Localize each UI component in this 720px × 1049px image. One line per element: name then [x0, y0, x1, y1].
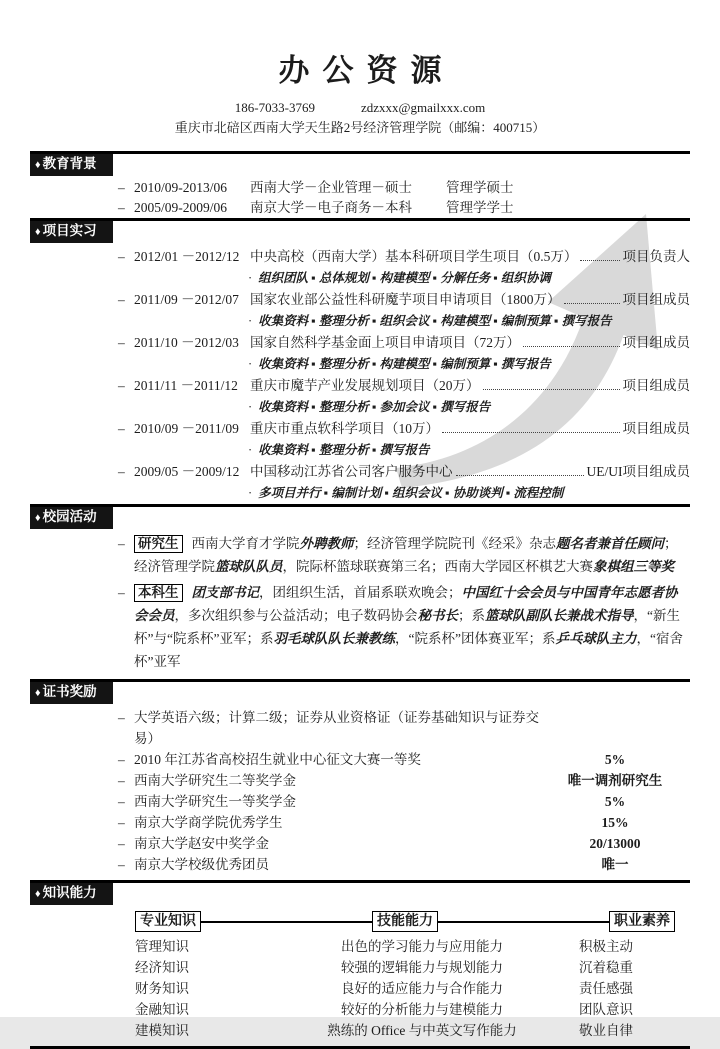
email-address: zdzxxx@gmailxxx.com: [360, 100, 486, 115]
knowledge-header-professionalism: 职业素养: [609, 911, 675, 932]
project-period: 2011/09 －2012/07: [134, 292, 239, 307]
page-title: 办公资源: [278, 53, 455, 88]
knowledge-row: [135, 957, 675, 978]
campus-text-segment: ，“新生杯”与“院系杯”亚军；系: [134, 608, 680, 646]
knowledge-cell-professional: 财务知识: [135, 981, 189, 996]
task-bullet-icon: ·: [248, 314, 253, 328]
knowledge-cell-skill: 较强的逻辑能力与规划能力: [341, 960, 503, 975]
knowledge-cell-quality: 敬业自律: [579, 1023, 633, 1038]
education-row: [30, 198, 690, 218]
mail-address: 重庆市北碚区西南大学天生路2号经济管理学院（邮编：400715）: [174, 120, 546, 135]
award-row: [30, 812, 690, 833]
section-knowledge-title: ♦ 知识能力: [30, 883, 113, 905]
award-name: 西南大学研究生二等奖学金: [134, 773, 296, 788]
project-tasks: · 收集资料 ▪ 整理分析 ▪ 撰写报告: [248, 443, 430, 457]
knowledge-cell-skill: 熟练的 Office 与中英文写作能力: [327, 1023, 517, 1038]
section-education-header: [30, 151, 690, 176]
drop-icon: ♦: [35, 512, 41, 524]
drop-icon: ♦: [35, 226, 41, 238]
task-bullet-icon: ·: [248, 486, 253, 500]
project-item: [30, 289, 690, 332]
bullet-dash: –: [118, 585, 125, 600]
knowledge-header-skills: 技能能力: [372, 911, 438, 932]
award-row: [30, 707, 690, 749]
bullet-dash: –: [118, 710, 125, 725]
knowledge-rows: [135, 936, 675, 1041]
bullet-dash: –: [118, 794, 125, 809]
award-value: 唯一: [601, 857, 629, 872]
section-knowledge-header: [30, 880, 690, 905]
knowledge-cell-skill: 良好的适应能力与合作能力: [341, 981, 503, 996]
award-row: [30, 791, 690, 812]
project-tasks: · 收集资料 ▪ 整理分析 ▪ 组织会议 ▪ 构建模型 ▪ 编制预算 ▪ 撰写报告: [248, 314, 612, 328]
project-tasks: · 多项目并行 ▪ 编制计划 ▪ 组织会议 ▪ 协助谈判 ▪ 流程控制: [248, 486, 564, 500]
project-period: 2011/10 －2012/03: [134, 335, 239, 350]
project-item: [30, 246, 690, 289]
campus-text-segment: 中国红十会会员与中国青年志愿者协会会员: [134, 585, 678, 623]
header-connector-line: [201, 921, 372, 923]
campus-body: [134, 532, 690, 578]
project-tasks: · 组织团队 ▪ 总体规划 ▪ 构建模型 ▪ 分解任务 ▪ 组织协调: [248, 271, 551, 285]
drop-icon: ♦: [35, 159, 41, 171]
drop-icon: ♦: [35, 687, 41, 699]
knowledge-cell-quality: 沉着稳重: [579, 960, 633, 975]
project-period: 2010/09 －2011/09: [134, 421, 239, 436]
project-title: 重庆市魔芋产业发展规划项目（20万）: [250, 378, 480, 393]
project-period: 2011/11 －2011/12: [134, 378, 238, 393]
knowledge-cell-professional: 建模知识: [135, 1023, 189, 1038]
knowledge-table: [135, 911, 675, 1041]
project-role: 项目负责人: [622, 249, 690, 264]
task-bullet-icon: ·: [248, 443, 253, 457]
bullet-dash: –: [118, 292, 125, 307]
dotted-leader: [561, 289, 623, 310]
section-awards-header: [30, 679, 690, 704]
project-tasks: · 收集资料 ▪ 整理分析 ▪ 参加会议 ▪ 撰写报告: [248, 400, 491, 414]
knowledge-cell-quality: 积极主动: [579, 939, 633, 954]
dotted-leader: [577, 246, 622, 267]
campus-text-segment: 西南大学育才学院: [191, 536, 300, 551]
education-row: [30, 178, 690, 198]
campus-text-segment: 篮球队副队长兼战术指导: [485, 608, 634, 623]
dotted-leader: [439, 418, 623, 439]
project-role: 项目组成员: [622, 335, 690, 350]
campus-text-segment: ，“宿舍杯”亚军: [134, 631, 683, 669]
section-projects-title: ♦ 项目实习: [30, 221, 113, 243]
campus-text-segment: ，多次组织参与公益活动；电子数码协会: [174, 608, 418, 623]
project-tasks: · 收集资料 ▪ 整理分析 ▪ 构建模型 ▪ 编制预算 ▪ 撰写报告: [248, 357, 551, 371]
task-bullet-icon: ·: [248, 357, 253, 371]
project-role: UE/UI项目组成员: [586, 464, 690, 479]
campus-text-segment: 羽毛球队队长兼教练: [273, 631, 395, 646]
campus-role-badge: 本科生: [134, 584, 183, 602]
campus-text-segment: ，团组织生活，首届系联欢晚会；: [259, 585, 462, 600]
task-bullet-icon: ·: [248, 271, 253, 285]
campus-text-segment: ；系: [458, 608, 485, 623]
bullet-dash: –: [118, 857, 125, 872]
bullet-dash: –: [118, 815, 125, 830]
bullet-dash: –: [118, 752, 125, 767]
project-role: 项目组成员: [622, 292, 690, 307]
header-connector-line: [438, 921, 609, 923]
project-item: [30, 461, 690, 504]
campus-text-segment: ；经济管理学院院刊《经采》杂志: [353, 536, 556, 551]
campus-text-segment: 外聘教师: [299, 536, 354, 551]
award-row: [30, 749, 690, 770]
award-row: [30, 770, 690, 791]
knowledge-cell-skill: 出色的学习能力与应用能力: [341, 939, 503, 954]
campus-list: [30, 532, 690, 679]
project-title: 重庆市重点软科学项目（10万）: [250, 421, 439, 436]
award-name: 南京大学赵安中奖学金: [134, 836, 269, 851]
knowledge-cell-professional: 管理知识: [135, 939, 189, 954]
knowledge-cell-professional: 金融知识: [135, 1002, 189, 1017]
projects-list: [30, 246, 690, 504]
section-campus-header: [30, 504, 690, 529]
award-row: [30, 833, 690, 854]
campus-text-segment: 秘书长: [417, 608, 458, 623]
knowledge-row: [135, 999, 675, 1020]
bullet-dash: –: [118, 836, 125, 851]
project-title: 中国移动江苏省公司客户服务中心: [250, 464, 453, 479]
campus-text-segment: 象棋组三等奖: [593, 559, 674, 574]
award-name: 南京大学校级优秀团员: [134, 857, 269, 872]
project-role: 项目组成员: [622, 421, 690, 436]
task-bullet-icon: ·: [248, 400, 253, 414]
bullet-dash: –: [118, 378, 125, 393]
project-title: 国家农业部公益性科研魔芋项目申请项目（1800万）: [250, 292, 561, 307]
campus-text-segment: 题名者兼首任顾问: [556, 536, 664, 551]
education-period: 2005/09-2009/06: [134, 200, 227, 215]
project-title: 中央高校（西南大学）基本科研项目学生项目（0.5万）: [250, 249, 578, 264]
awards-list: [30, 707, 690, 880]
bullet-dash: –: [118, 180, 125, 195]
knowledge-table-header: [135, 911, 675, 932]
phone-number: 186-7033-3769: [234, 100, 315, 115]
project-title: 国家自然科学基金面上项目申请项目（72万）: [250, 335, 520, 350]
campus-item: [30, 532, 690, 578]
project-period: 2009/05 －2009/12: [134, 464, 240, 479]
campus-text-segment: 团支部书记: [191, 585, 259, 600]
award-value: 20/13000: [589, 836, 641, 851]
knowledge-row: [135, 1020, 675, 1041]
education-period: 2010/09-2013/06: [134, 180, 227, 195]
project-item: [30, 375, 690, 418]
campus-text-segment: 篮球队队员: [215, 559, 283, 574]
award-value: 5%: [604, 752, 626, 767]
campus-role-badge: 研究生: [134, 535, 183, 553]
knowledge-cell-quality: 团队意识: [579, 1002, 633, 1017]
award-value: [540, 707, 690, 749]
bullet-dash: –: [118, 200, 125, 215]
knowledge-header-professional: 专业知识: [135, 911, 201, 932]
project-role: 项目组成员: [622, 378, 690, 393]
dotted-leader: [480, 375, 623, 396]
campus-text-segment: ，“院系杯”团体赛亚军；系: [394, 631, 556, 646]
bullet-dash: –: [118, 536, 125, 551]
section-education-title: ♦ 教育背景: [30, 154, 113, 176]
section-awards-title: ♦ 证书奖励: [30, 682, 113, 704]
education-degree: 管理学硕士: [446, 180, 514, 195]
project-period: 2012/01 －2012/12: [134, 249, 240, 264]
bullet-dash: –: [118, 335, 125, 350]
award-row: [30, 854, 690, 875]
education-degree: 管理学学士: [446, 200, 514, 215]
campus-item: [30, 581, 690, 673]
award-value: 15%: [601, 815, 629, 830]
project-item: [30, 418, 690, 461]
campus-text-segment: ，院际杯篮球联赛第三名；西南大学园区杯棋艺大赛: [282, 559, 593, 574]
education-list: [30, 178, 690, 218]
award-name: 南京大学商学院优秀学生: [134, 815, 283, 830]
section-campus-title: ♦ 校园活动: [30, 507, 113, 529]
project-item: [30, 332, 690, 375]
award-value: 5%: [604, 794, 626, 809]
bullet-dash: –: [118, 421, 125, 436]
award-value: 唯一调剂研究生: [567, 773, 663, 788]
dotted-leader: [520, 332, 623, 353]
bullet-dash: –: [118, 464, 125, 479]
campus-text-segment: 乒乓球队主力: [555, 631, 637, 646]
knowledge-row: [135, 936, 675, 957]
education-program: 南京大学－电子商务－本科: [250, 200, 412, 215]
bullet-dash: –: [118, 773, 125, 788]
contact-line: [30, 99, 690, 117]
dotted-leader: [453, 461, 587, 482]
award-name: 2010 年江苏省高校招生就业中心征文大赛一等奖: [134, 752, 421, 767]
campus-text-segment: ；经济管理学院: [134, 536, 678, 574]
award-name: 西南大学研究生一等奖学金: [134, 794, 296, 809]
knowledge-cell-skill: 较好的分析能力与建模能力: [341, 1002, 503, 1017]
award-name: 大学英语六级；计算二级；证券从业资格证（证券基础知识与证券交易）: [134, 710, 539, 746]
knowledge-cell-quality: 责任感强: [579, 981, 633, 996]
knowledge-cell-professional: 经济知识: [135, 960, 189, 975]
campus-body: [134, 581, 690, 673]
section-projects-header: [30, 218, 690, 243]
bullet-dash: –: [118, 249, 125, 264]
drop-icon: ♦: [35, 888, 41, 900]
education-program: 西南大学－企业管理－硕士: [250, 180, 412, 195]
knowledge-row: [135, 978, 675, 999]
